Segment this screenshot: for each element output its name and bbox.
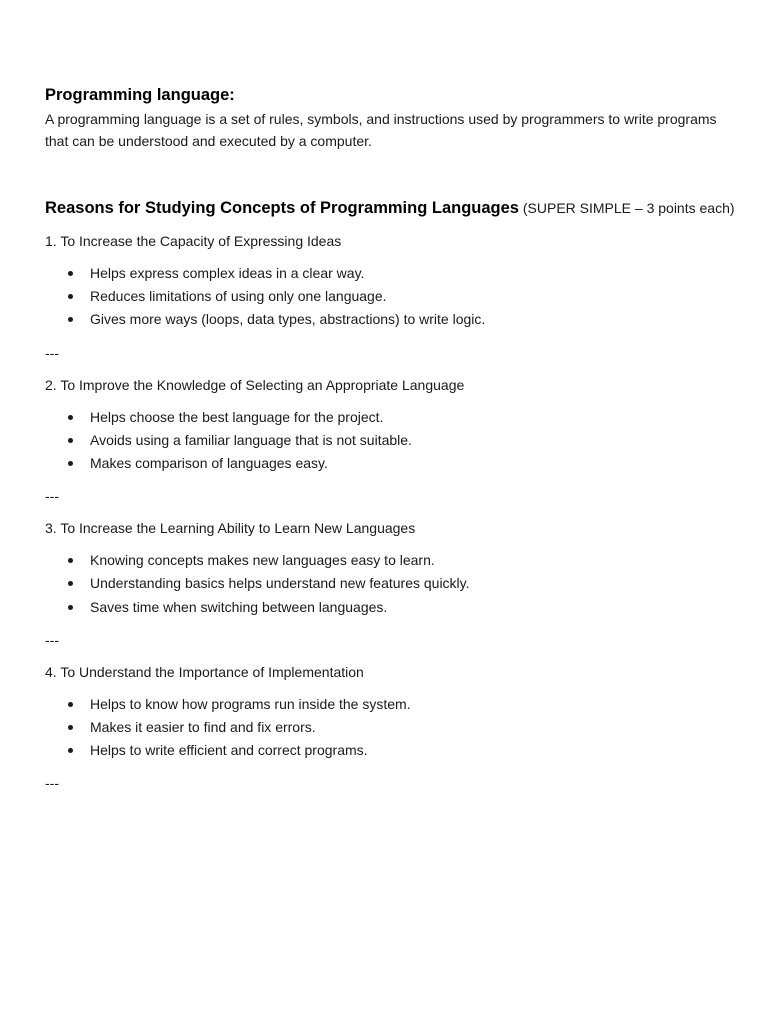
- bullet-icon: [68, 294, 73, 299]
- separator: ---: [45, 631, 59, 648]
- list-item-text: Knowing concepts makes new languages easy to learn.: [90, 552, 435, 569]
- separator: ---: [45, 488, 59, 505]
- list-item-text: Understanding basics helps understand new features quickly.: [90, 575, 470, 592]
- bullet-icon: [68, 415, 73, 420]
- list-item-text: Avoids using a familiar language that is not suitable.: [90, 431, 412, 448]
- bullet-icon: [68, 605, 73, 610]
- bullet-icon: [68, 558, 73, 563]
- list-item-text: Helps choose the best language for the project.: [90, 408, 384, 425]
- bullet-list: [45, 549, 735, 619]
- bullet-list: [45, 693, 735, 763]
- list-item-text: Makes it easier to find and fix errors.: [90, 719, 316, 736]
- bullet-icon: [68, 317, 73, 322]
- bullet-icon: [68, 271, 73, 276]
- list-item: [45, 549, 735, 572]
- section-title: 3. To Increase the Learning Ability to Learn New Languages: [45, 520, 416, 537]
- list-item: [45, 262, 735, 285]
- bullet-icon: [68, 581, 73, 586]
- separator: ---: [45, 344, 59, 361]
- section-title: 1. To Increase the Capacity of Expressing Ideas: [45, 233, 342, 249]
- reasons-note: (SUPER SIMPLE – 3 points each): [522, 200, 735, 216]
- document-page: [45, 84, 735, 794]
- list-item-text: Makes comparison of languages easy.: [90, 455, 328, 472]
- bullet-list: [45, 262, 735, 332]
- list-item-text: Reduces limitations of using only one language.: [90, 288, 387, 305]
- list-item: [45, 693, 735, 716]
- bullet-icon: [68, 461, 73, 466]
- reasons-heading: Reasons for Studying Concepts of Programming Languages: [45, 199, 519, 217]
- intro-heading: Programming language:: [45, 86, 235, 104]
- list-item: [45, 308, 735, 331]
- list-item-text: Helps express complex ideas in a clear way.: [90, 265, 365, 281]
- list-item: [45, 716, 735, 739]
- separator: ---: [45, 775, 59, 792]
- list-item: [45, 429, 735, 452]
- intro-paragraph: A programming language is a set of rules, symbols, and instructions used by programmers to write programs that can be understood and executed by a computer.: [45, 111, 717, 149]
- list-item: [45, 285, 735, 308]
- reasons-heading-line: [45, 197, 735, 220]
- section-title: 4. To Understand the Importance of Implementation: [45, 663, 364, 680]
- list-item: [45, 572, 735, 595]
- bullet-icon: [68, 702, 73, 707]
- list-item-text: Helps to write efficient and correct programs.: [90, 742, 368, 759]
- list-item: [45, 406, 735, 429]
- bullet-icon: [68, 438, 73, 443]
- bullet-icon: [68, 748, 73, 753]
- list-item-text: Gives more ways (loops, data types, abstractions) to write logic.: [90, 311, 486, 328]
- list-item-text: Saves time when switching between languages.: [90, 598, 388, 615]
- list-item: [45, 739, 735, 762]
- list-item: [45, 596, 735, 619]
- section-title: 2. To Improve the Knowledge of Selecting an Appropriate Language: [45, 376, 465, 393]
- list-item-text: Helps to know how programs run inside the system.: [90, 695, 411, 712]
- list-item: [45, 452, 735, 475]
- bullet-list: [45, 406, 735, 476]
- bullet-icon: [68, 725, 73, 730]
